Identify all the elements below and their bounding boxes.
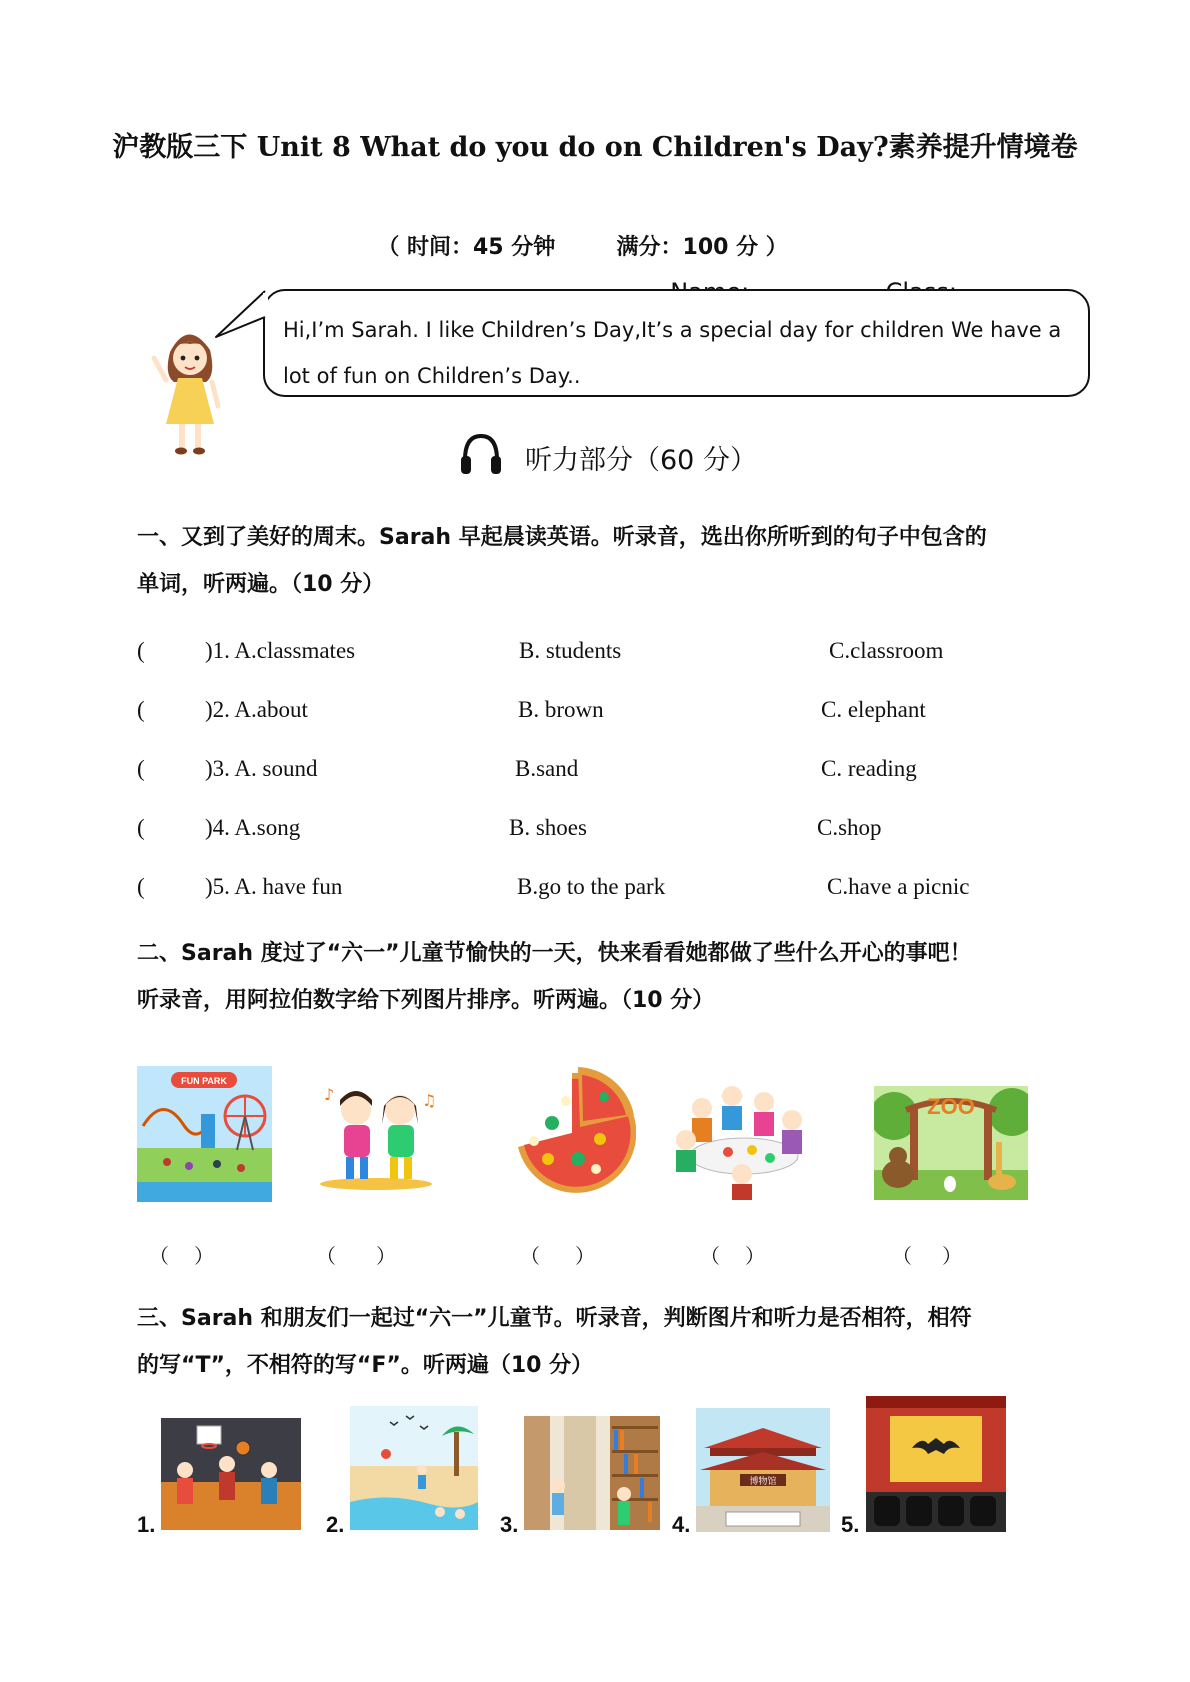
section1-heading: 一、又到了美好的周末。Sarah 早起晨读英语。听录音，选出你所听到的句子中包含的 单词，听两遍。（10 分） [137, 525, 987, 597]
bubble-line-1: Hi,I’m Sarah. I like Children’s Day,It’s a special day for children We have a [283, 318, 1062, 342]
headphones-icon [459, 432, 503, 476]
question-row: ( )1. A.classmates B. students C.classroom [137, 638, 944, 663]
answer-blank[interactable]: （ ） [892, 1246, 962, 1268]
zoo-picture [874, 1086, 1028, 1200]
question-row: ( )4. A.song B. shoes C.shop [137, 815, 882, 840]
score-label: 满分：100 分 ） [616, 235, 788, 260]
question-row: ( )2. A.about B. brown C. elephant [137, 697, 926, 722]
answer-blank[interactable]: （ ） [316, 1246, 396, 1268]
item-number: 3. [500, 1512, 519, 1537]
item-number: 4. [672, 1512, 691, 1537]
item-number: 2. [326, 1512, 345, 1537]
item-number: 5. [841, 1512, 860, 1537]
question-row: ( )3. A. sound B.sand C. reading [137, 756, 917, 781]
item-number: 1. [137, 1512, 156, 1537]
speech-bubble-text [283, 307, 1073, 399]
svg-text:♫: ♫ [422, 1091, 436, 1110]
section3-heading: 三、Sarah 和朋友们一起过“六一”儿童节。听录音，判断图片和听力是否相符，相符 的写“T”，不相符的写“F”。听两遍（10 分） [137, 1306, 972, 1378]
library-picture [524, 1416, 660, 1530]
question-row: ( )5. A. have fun B.go to the park C.have a picnic [137, 874, 970, 899]
speech-bubble-tail [214, 287, 268, 349]
cinema-picture [866, 1396, 1006, 1532]
time-label: （ 时间：45 分钟 [377, 235, 556, 260]
basketball-picture [161, 1418, 301, 1530]
fun-park-picture [137, 1066, 272, 1202]
zoo-sign-text: ZOO [927, 1094, 975, 1119]
svg-text:♪: ♪ [324, 1085, 335, 1104]
pizza-picture [508, 1063, 636, 1195]
family-meal-picture [672, 1080, 812, 1200]
page-title: 沪教版三下 Unit 8 What do you do on Children's Day?素养提升情境卷 [112, 132, 1078, 163]
answer-blank[interactable]: （ ） [700, 1246, 765, 1268]
listening-section-title: 听力部分（60 分） [525, 445, 757, 476]
park-sign-text: FUN PARK [181, 1076, 227, 1086]
singing-children-picture [318, 1080, 436, 1192]
answer-blank[interactable]: （ ） [520, 1246, 595, 1268]
museum-sign-text: 博物馆 [749, 1477, 777, 1487]
museum-picture [696, 1408, 830, 1532]
bubble-line-2: lot of fun on Children’s Day.. [283, 364, 581, 388]
beach-picture [350, 1406, 478, 1530]
section2-heading: 二、Sarah 度过了“六一”儿童节愉快的一天，快来看看她都做了些什么开心的事吧！ 听录音，用阿拉伯数字给下列图片排序。听两遍。（10 分） [137, 941, 972, 1013]
answer-blank[interactable]: （ ） [149, 1246, 214, 1268]
